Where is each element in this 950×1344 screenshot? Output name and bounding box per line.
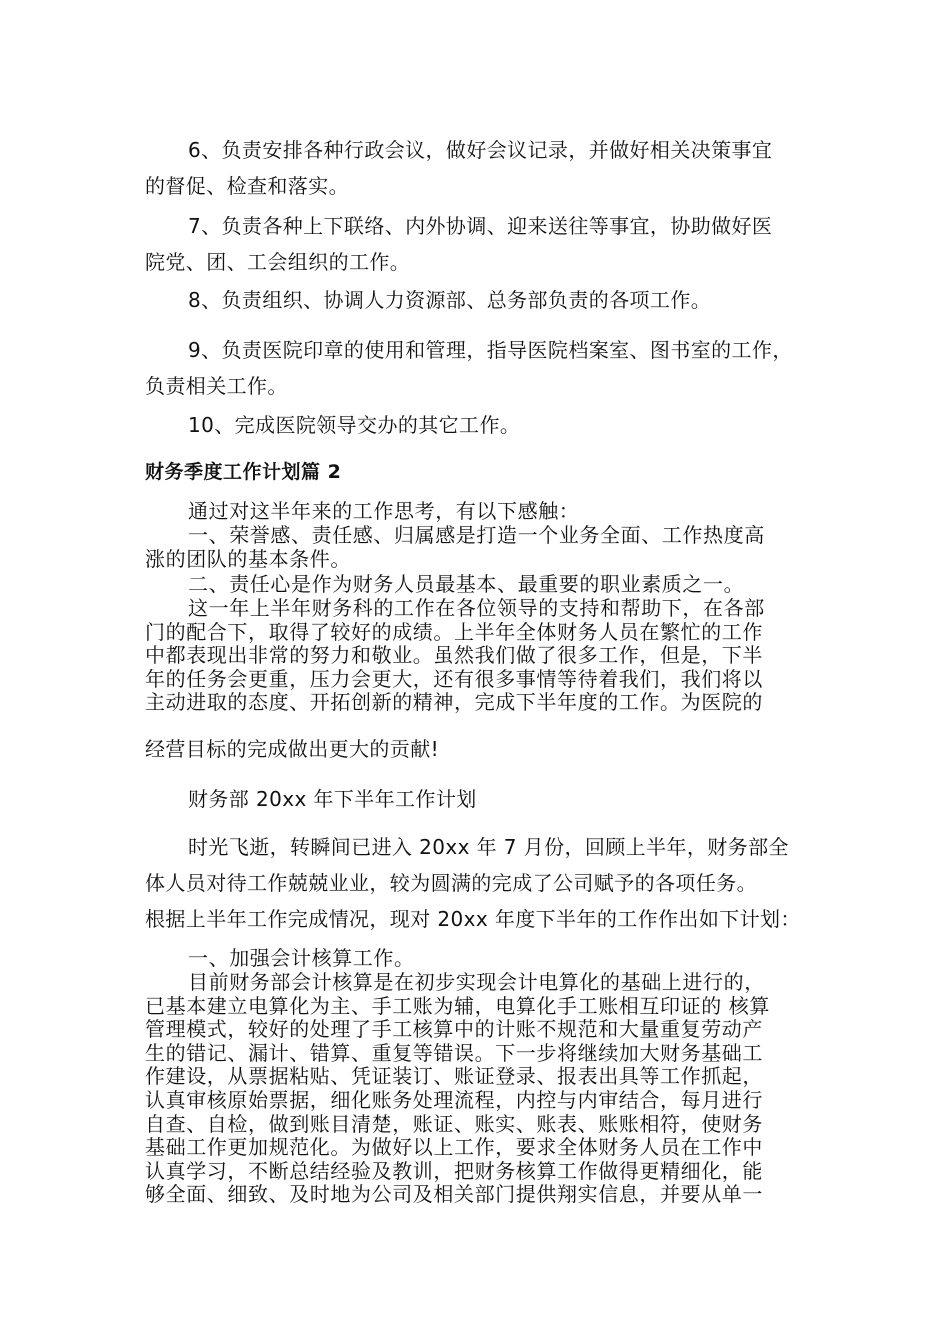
text-line: 9、负责医院印章的使用和管理，指导医院档案室、图书室的工作， [188, 338, 793, 362]
text-line: 时光飞逝，转瞬间已进入 20xx 年 7 月份，回顾上半年，财务部全 [188, 835, 789, 859]
text-line: 认真审核原始票据，细化账务处理流程，内控与内审结合，每月进行 [145, 1087, 763, 1112]
text-line: 生的错记、漏计、错算、重复等错误。下一步将继续加大财务基础工 [145, 1040, 763, 1065]
text-line: 自查、自检，做到账目清楚，账证、账实、账表、账账相符，使财务 [145, 1111, 763, 1136]
text-line: 管理模式，较好的处理了手工核算中的计账不规范和大量重复劳动产 [145, 1017, 763, 1042]
list-item-7 [145, 208, 817, 280]
list-item-6 [145, 132, 817, 204]
text-line: 经营目标的完成做出更大的贡献! [145, 737, 440, 761]
plan-intro-paragraph [145, 829, 817, 937]
text-line: 一、加强会计核算工作。 [188, 946, 415, 970]
text-line: 二、责任心是作为财务人员最基本、最重要的职业素质之一。 [188, 572, 745, 596]
text-line: 门的配合下，取得了较好的成绩。上半年全体财务人员在繁忙的工作 [145, 619, 763, 644]
text-line: 负责相关工作。 [145, 374, 288, 398]
intro-paragraph [145, 500, 817, 524]
text-line: 通过对这半年来的工作思考，有以下感触： [188, 499, 580, 523]
list-item-8 [145, 282, 817, 318]
text-line: 一、荣誉感、责任感、归属感是打造一个业务全面、工作热度高 [188, 523, 765, 547]
text-line: 这一年上半年财务科的工作在各位领导的支持和帮助下，在各部 [188, 596, 765, 620]
text-line: 中都表现出非常的努力和敬业。虽然我们做了很多工作，但是，下半 [145, 643, 763, 668]
text-line: 基础工作更加规范化。为做好以上工作，要求全体财务人员在工作中 [145, 1135, 763, 1160]
text-line: 认真学习，不断总结经验及教训，把财务核算工作做得更精细化，能 [145, 1158, 763, 1183]
text-line: 财务部 20xx 年下半年工作计划 [188, 787, 477, 811]
text-line: 8、负责组织、协调人力资源部、总务部负责的各项工作。 [188, 288, 712, 312]
summary-closing-line [145, 731, 817, 767]
text-line: 主动进取的态度、开拓创新的精神，完成下半年度的工作。为医院的 [145, 690, 763, 715]
text-line: 10、完成医院领导交办的其它工作。 [188, 413, 521, 437]
text-line: 已基本建立电算化为主、手工账为辅，电算化手工账相互印证的 核算 [145, 993, 770, 1018]
text-line: 7、负责各种上下联络、内外协调、迎来送往等事宜，协助做好医 [188, 214, 773, 238]
text-line: 的督促、检查和落实。 [145, 174, 349, 198]
text-line: 院党、团、工会组织的工作。 [145, 250, 411, 274]
text-line: 年的任务会更重，压力会更大，还有很多事情等待着我们，我们将以 [145, 666, 763, 691]
point-one-paragraph [145, 524, 817, 571]
plan-title [145, 781, 817, 817]
summary-paragraph [145, 597, 817, 715]
text-line: 体人员对待工作兢兢业业，较为圆满的完成了公司赋予的各项任务。 [145, 871, 757, 895]
list-item-10 [145, 407, 817, 443]
text-line: 根据上半年工作完成情况，现对 20xx 年度下半年的工作作出如下计划： [145, 907, 801, 931]
list-item-9 [145, 332, 817, 404]
text-line: 目前财务部会计核算是在初步实现会计电算化的基础上进行的， [188, 970, 765, 994]
point-two-paragraph [145, 573, 817, 597]
text-line: 涨的团队的基本条件。 [145, 546, 351, 571]
task-one-title [145, 947, 817, 971]
text-line: 作建设，从票据粘贴、凭证装订、账证登录、报表出具等工作抓起， [145, 1064, 763, 1089]
section-heading: 财务季度工作计划篇 2 [145, 461, 342, 483]
text-line: 6、负责安排各种行政会议，做好会议记录，并做好相关决策事宜 [188, 138, 773, 162]
text-line: 够全面、细致、及时地为公司及相关部门提供翔实信息，并要从单一 [145, 1182, 763, 1207]
task-one-body [145, 971, 817, 1207]
